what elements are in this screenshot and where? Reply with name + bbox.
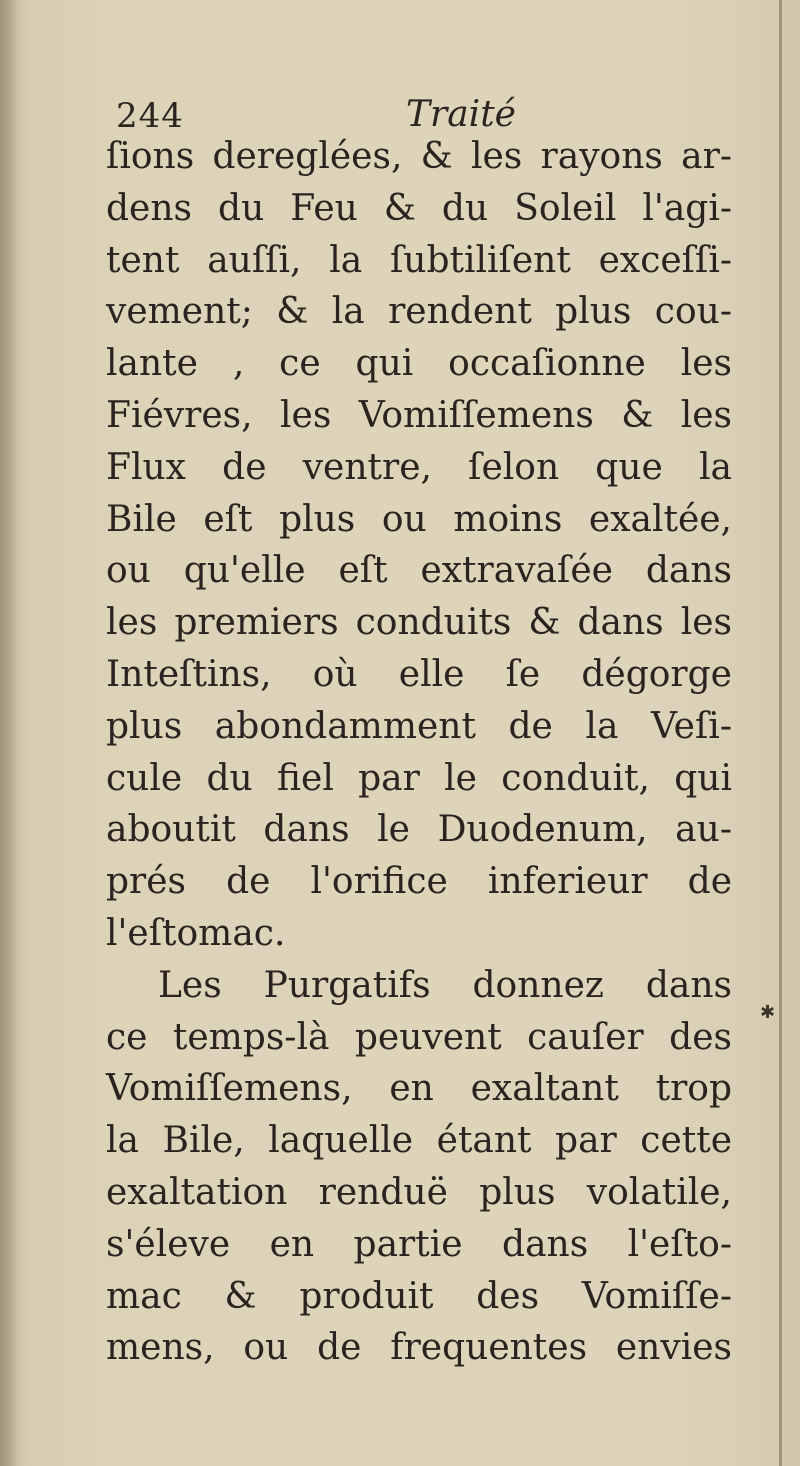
text-line: tent auſſi, la ſubtiliſent exceſſi- [106,239,732,281]
gutter-shadow [0,0,18,1466]
text-line: cule du fiel par le conduit, qui [106,757,732,799]
text-line: Flux de ventre, ſelon que la [106,446,732,488]
text-line: exaltation renduë plus volatile, [106,1171,732,1213]
margin-asterisk-mark: ✱ [760,1002,776,1023]
text-line: mac & produit des Vomiſſe- [106,1275,732,1317]
running-title: Traité [406,94,516,135]
text-line: ou qu'elle eſt extravaſée dans [106,550,732,592]
text-line: s'éleve en partie dans l'eſto- [106,1223,732,1265]
text-line: la Bile, laquelle étant par cette [106,1120,732,1162]
text-line: dens du Feu & du Soleil l'agi- [106,187,732,229]
body-text [106,131,732,1374]
text-line: mens, ou de frequentes envies [106,1327,732,1369]
text-line: vement; & la rendent plus cou- [106,291,732,333]
text-line: aboutit dans le Duodenum, au- [106,809,732,851]
text-line: ſions dereglées, & les rayons ar- [106,136,732,177]
text-line: ce temps-là peuvent cauſer des [106,1016,732,1058]
text-line: Vomiſſemens, en exaltant trop [106,1068,732,1110]
text-line: les premiers conduits & dans les [106,602,732,644]
text-line: Bile eſt plus ou moins exaltée, [106,498,732,540]
text-line: prés de l'orifice inferieur de [106,861,732,903]
text-line: Les Purgatifs donnez dans [158,964,732,1006]
page-number: 244 [116,96,184,136]
text-line: l'eſtomac. [106,912,286,954]
text-line: Inteſtins, où elle ſe dégorge [106,653,732,695]
page-edge [779,0,782,1466]
text-line: Fiévres, les Vomiſſemens & les [106,394,732,436]
text-line: plus abondamment de la Veſi- [106,705,732,747]
text-line: lante , ce qui occaſionne les [106,343,732,385]
